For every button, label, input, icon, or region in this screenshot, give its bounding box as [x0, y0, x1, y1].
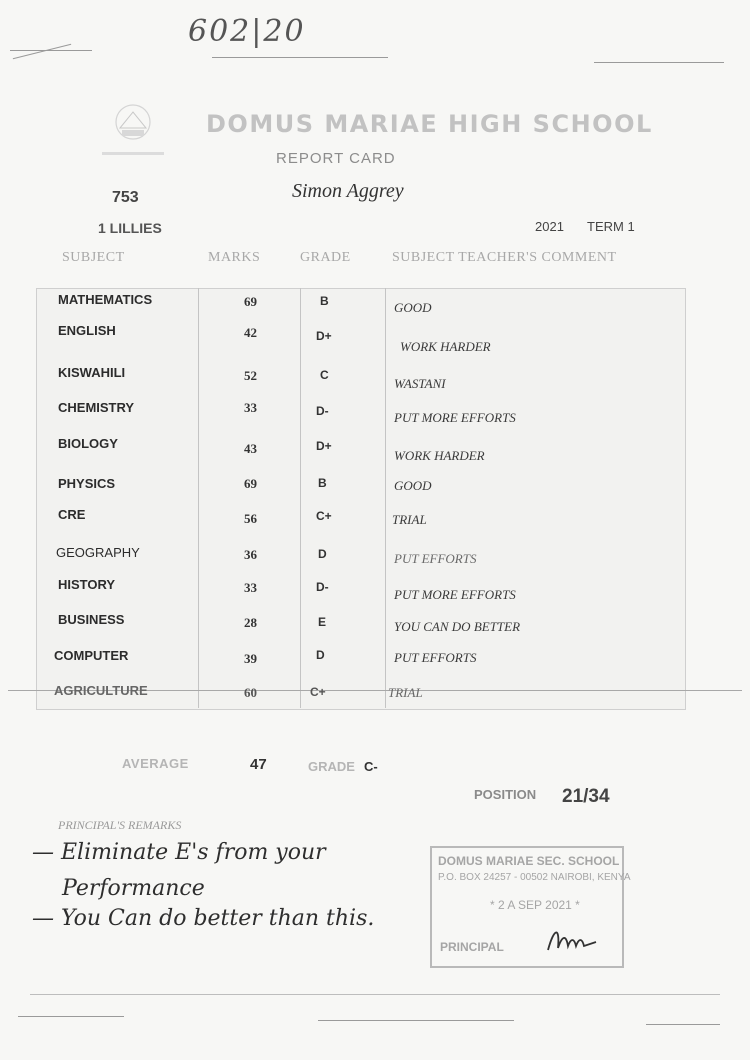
teacher-comment: WORK HARDER	[394, 448, 485, 463]
table-row	[0, 436, 750, 466]
teacher-comment: WORK HARDER	[400, 339, 491, 354]
table-row	[0, 545, 750, 575]
document-title: REPORT CARD	[276, 150, 396, 167]
footer-rule-left	[18, 1016, 124, 1017]
principal-remark-line: — Eliminate E's from your	[32, 840, 326, 865]
teacher-comment: TRIAL	[388, 685, 423, 700]
subject-marks: 36	[244, 547, 257, 562]
reference-number: 602|20	[188, 14, 306, 49]
school-stamp	[430, 846, 631, 968]
signature-icon	[544, 922, 600, 956]
class-name: 1 LILLIES	[98, 220, 162, 236]
teacher-comment: PUT EFFORTS	[394, 650, 477, 665]
table-row	[0, 683, 750, 713]
subject-grade: C+	[316, 509, 332, 523]
subject-marks: 60	[244, 685, 257, 700]
subject-name: CHEMISTRY	[58, 400, 135, 415]
teacher-comment: WASTANI	[394, 376, 446, 391]
top-rule-right	[594, 62, 724, 63]
teacher-comment: TRIAL	[392, 512, 427, 527]
header-comment: SUBJECT TEACHER'S COMMENT	[392, 250, 617, 265]
subject-marks: 52	[244, 368, 257, 383]
teacher-comment: GOOD	[394, 478, 432, 493]
header-grade: GRADE	[300, 250, 351, 265]
header-subject: SUBJECT	[62, 250, 125, 265]
admission-number: 753	[112, 189, 139, 206]
footer-rule-middle	[318, 1020, 514, 1021]
footer-rule-right	[646, 1024, 720, 1025]
subject-grade: B	[318, 476, 327, 490]
subject-name: HISTORY	[58, 577, 116, 592]
bottom-rule	[30, 994, 720, 995]
subject-grade: D-	[316, 580, 329, 594]
table-row	[0, 323, 750, 353]
teacher-comment: GOOD	[394, 300, 432, 315]
position-label: POSITION	[474, 787, 537, 802]
subject-marks: 33	[244, 400, 257, 415]
table-row	[0, 292, 750, 322]
average-value: 47	[250, 756, 267, 773]
subject-marks: 28	[244, 615, 257, 630]
stamp-role: PRINCIPAL	[440, 940, 504, 954]
school-logo-icon	[96, 100, 170, 164]
subject-name: KISWAHILI	[58, 365, 126, 380]
subject-marks: 69	[244, 294, 257, 309]
table-row	[0, 507, 750, 537]
mean-grade-value: C-	[364, 759, 378, 774]
subject-marks: 56	[244, 511, 257, 526]
header-marks: MARKS	[208, 250, 261, 265]
subject-grade: C	[320, 368, 329, 382]
table-row	[0, 400, 750, 430]
table-row	[0, 476, 750, 506]
subject-marks: 69	[244, 476, 257, 491]
mean-grade-label: GRADE	[308, 759, 355, 774]
subject-marks: 33	[244, 580, 257, 595]
subject-name: BUSINESS	[58, 612, 125, 627]
average-label: AVERAGE	[122, 756, 189, 771]
position-value: 21/34	[562, 786, 610, 807]
top-rule-left	[10, 50, 92, 51]
table-row	[0, 648, 750, 678]
subject-grade: E	[318, 615, 327, 629]
student-name: Simon Aggrey	[292, 180, 404, 202]
subject-name: CRE	[58, 507, 86, 522]
subject-grade: D+	[316, 329, 332, 343]
teacher-comment: PUT MORE EFFORTS	[394, 587, 516, 602]
teacher-comment: PUT EFFORTS	[394, 551, 477, 566]
academic-year: 2021	[535, 219, 564, 234]
subject-name: MATHEMATICS	[58, 292, 153, 307]
school-name: DOMUS MARIAE HIGH SCHOOL	[206, 110, 653, 138]
term: TERM 1	[587, 219, 635, 234]
subject-marks: 39	[244, 651, 257, 666]
stamp-school-name: DOMUS MARIAE SEC. SCHOOL	[438, 854, 620, 868]
subject-grade: D-	[316, 404, 329, 418]
principal-remark-line: Performance	[62, 876, 205, 901]
subject-name: COMPUTER	[54, 648, 129, 663]
subject-name: GEOGRAPHY	[56, 545, 140, 560]
subject-grade: D+	[316, 439, 332, 453]
subject-name: PHYSICS	[58, 476, 116, 491]
table-row	[0, 612, 750, 642]
subject-name: AGRICULTURE	[54, 683, 148, 698]
subject-name: BIOLOGY	[58, 436, 118, 451]
table-row	[0, 577, 750, 607]
stamp-date: * 2 A SEP 2021 *	[490, 898, 580, 912]
subject-name: ENGLISH	[58, 323, 116, 338]
subject-grade: D	[318, 547, 327, 561]
stamp-address: P.O. BOX 24257 - 00502 NAIROBI, KENYA	[438, 872, 631, 883]
scan-mark	[13, 44, 71, 59]
teacher-comment: PUT MORE EFFORTS	[394, 410, 516, 425]
top-rule-middle	[212, 57, 388, 58]
table-row	[0, 365, 750, 395]
subject-grade: D	[316, 648, 325, 662]
subject-marks: 42	[244, 325, 257, 340]
subject-grade: C+	[310, 685, 326, 699]
principal-remarks-label: PRINCIPAL'S REMARKS	[58, 818, 182, 832]
subject-marks: 43	[244, 441, 257, 456]
principal-remark-line: — You Can do better than this.	[32, 906, 375, 931]
teacher-comment: YOU CAN DO BETTER	[394, 619, 521, 634]
subject-grade: B	[320, 294, 329, 308]
